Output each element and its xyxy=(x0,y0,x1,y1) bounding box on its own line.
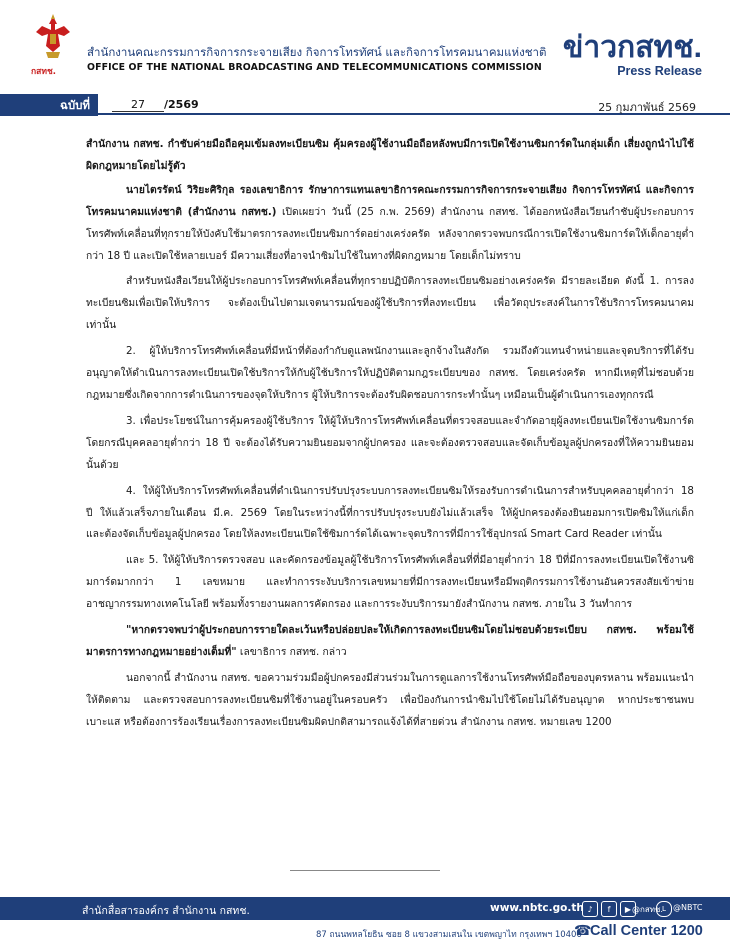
paragraph-1 xyxy=(86,180,694,268)
footer-address: 87 ถนนพหลโยธิน ซอย 8 แขวงสามเสนใน เขตพญาไท กรุงเทพฯ 10400 xyxy=(316,930,582,940)
footer-website-link[interactable]: www.nbtc.go.th xyxy=(490,902,584,914)
paragraph-8: นอกจากนี้ สำนักงาน กสทช. ขอความร่วมมือผู้ปกครองมีส่วนร่วมในการดูแลการใช้งานโทรศัพท์มือถือของบุตรหลาน พร้อมแนะนำให้ติดตาม และตรวจสอบการลงทะเบียนซิมที่ใช้งานอยู่ในครอบครัว เพื่อป้องกันการนำซิมไปใช้โดยไม่ได้รับอนุญาต หากประชาชนพบเบาะแส หรือต้องการร้องเรียนเรื่องการลงทะเบียนซิมผิดปกติสามารถแจ้งได้ที่สายด่วน สำนักงาน กสทช. หมายเลข 1200 xyxy=(86,671,694,728)
quote-text: "หากตรวจพบว่าผู้ประกอบการรายใดละเว้นหรือปล่อยปละให้เกิดการลงทะเบียนซิมโดยไม่ชอบด้วยระเบียบ กสทช. พร้อมใช้มาตรการทางกฎหมายอย่างเต็มที่" xyxy=(86,624,694,658)
release-date: 25 กุมภาพันธ์ 2569 xyxy=(598,101,696,114)
call-center: Call Center 1200 xyxy=(590,923,703,939)
page-footer xyxy=(0,897,730,951)
line-icon[interactable]: L xyxy=(656,901,672,917)
phone-icon: ☎ xyxy=(574,923,592,939)
press-release-label: Press Release xyxy=(617,64,702,78)
article-body xyxy=(86,134,694,738)
issue-label: ฉบับที่ xyxy=(60,98,91,112)
agency-name-english: OFFICE OF THE NATIONAL BROADCASTING AND TELECOMMUNICATIONS COMMISSION xyxy=(87,62,542,73)
headline: สำนักงาน กสทช. กำชับค่ายมือถือคุมเข้มลงทะเบียนซิม คุ้มครองผู้ใช้งานมือถือหลังพบมีการเปิดใช้งานซิมการ์ดในกลุ่มเด็ก เสี่ยงถูกนำไปใช้ผิดกฎหมายโดยไม่รู้ตัว xyxy=(86,138,694,172)
social-handle-english: @NBTC xyxy=(673,903,703,912)
paragraph-1-text: เปิดเผยว่า วันนี้ (25 ก.พ. 2569) สำนักงาน กสทช. ได้ออกหนังสือเวียนกำชับผู้ประกอบการโทรศัพท์เคลื่อนที่ทุกรายให้บังคับใช้มาตรการลงทะเบียนซิมการ์ดอย่างเคร่งครัด หลังจากตรวจพบกรณีการเปิดใช้งานซิมการ์ดให้เด็กอายุต่ำกว่า 18 ปี และเปิดใช้หลายเบอร์ มีความเสี่ยงที่อาจนำซิมไปใช้ในทางที่ผิดกฎหมาย โดยเด็กไม่ทราบ xyxy=(86,205,694,262)
social-icons xyxy=(582,901,636,917)
facebook-icon[interactable]: f xyxy=(601,901,617,917)
quote-paragraph xyxy=(86,620,694,664)
paragraph-4: 3. เพื่อประโยชน์ในการคุ้มครองผู้ใช้บริการ ให้ผู้ให้บริการโทรศัพท์เคลื่อนที่ตรวจสอบและจำกัดอายุผู้ลงทะเบียนเปิดใช้งานซิมการ์ด โดยกรณีบุคคลอายุต่ำกว่า 18 ปี จะต้องได้รับความยินยอมจากผู้ปกครอง และจะต้องตรวจสอบและจัดเก็บข้อมูลผู้ปกครองที่ให้ความยินยอมนั้นด้วย xyxy=(86,414,694,471)
paragraph-5: 4. ให้ผู้ให้บริการโทรศัพท์เคลื่อนที่ดำเนินการปรับปรุงระบบการลงทะเบียนซิมให้รองรับการดำเนินการสำหรับบุคคลอายุต่ำกว่า 18 ปี ให้แล้วเสร็จภายในเดือน มี.ค. 2569 โดยในระหว่างนี้ที่การปรับปรุงระบบยังไม่แล้วเสร็จ ให้ผู้ปกครองต้องยินยอมการเปิดซิมให้แก่เด็ก และต้องจัดเก็บข้อมูลผู้ปกครอง โดยให้ลงทะเบียนเปิดใช้ซิมการ์ดได้เฉพาะจุดบริการที่มีการใช้อุปกรณ์ Smart Card Reader เท่านั้น xyxy=(86,484,694,541)
emblem-label: กสทช. xyxy=(31,67,56,77)
youtube-icon[interactable]: ▶ xyxy=(620,901,636,917)
footer-bar xyxy=(0,897,730,920)
tiktok-icon[interactable]: ♪ xyxy=(582,901,598,917)
footer-office: สำนักสื่อสารองค์กร สำนักงาน กสทช. xyxy=(82,905,250,917)
issue-bar xyxy=(0,94,730,116)
paragraph-3: 2. ผู้ให้บริการโทรศัพท์เคลื่อนที่มีหน้าที่ต้องกำกับดูแลพนักงานและลูกจ้างในสังกัด รวมถึงตัวแทนจำหน่ายและจุดบริการที่ได้รับอนุญาตให้ดำเนินการลงทะเบียนเปิดใช้บริการให้กับผู้ใช้บริการให้ปฏิบัติตามกฎระเบียบของ กสทช. โดยเคร่งครัด หากมีเหตุที่ไม่ชอบด้วยกฎหมายซึ่งเกิดจากการดำเนินการของจุดให้บริการ ผู้ให้บริการจะต้องรับผิดชอบการกระทำนั้นๆ เหมือนเป็นผู้ดำเนินการเองทุกกรณี xyxy=(86,345,694,401)
issue-year: /2569 xyxy=(164,98,199,111)
social-handle-thai: @กสทช. xyxy=(632,905,663,914)
end-divider xyxy=(290,870,440,871)
paragraph-1-speaker: นายไตรรัตน์ วิริยะศิริกุล รองเลขาธิการ รักษาการแทนเลขาธิการคณะกรรมการกิจการกระจายเสียง กิจการโทรทัศน์ และกิจการโทรคมนาคมแห่งชาติ (สำนักงาน กสทช.) xyxy=(86,183,694,218)
issue-number xyxy=(112,98,199,112)
quote-attribution: เลขาธิการ กสทช. กล่าว xyxy=(236,645,347,658)
agency-name-thai: สำนักงานคณะกรรมการกิจการกระจายเสียง กิจการโทรทัศน์ และกิจการโทรคมนาคมแห่งชาติ xyxy=(87,45,547,59)
paragraph-2: สำหรับหนังสือเวียนให้ผู้ประกอบการโทรศัพท์เคลื่อนที่ทุกรายปฏิบัติการลงทะเบียนซิมอย่างเคร่งครัด มีรายละเอียด ดังนี้ 1. การลงทะเบียนซิมเพื่อเปิดให้บริการ จะต้องเป็นไปตามเจตนารมณ์ของผู้ใช้บริการที่ลงทะเบียน เพื่อวัตถุประสงค์ในการใช้บริการโทรคมนาคมเท่านั้น xyxy=(86,275,694,332)
issue-number-value: 27 xyxy=(112,98,164,112)
page-header xyxy=(0,0,730,92)
paragraph-6: และ 5. ให้ผู้ให้บริการตรวจสอบ และคัดกรองข้อมูลผู้ใช้บริการโทรศัพท์เคลื่อนที่ที่มีอายุต่ำกว่า 18 ปีที่มีการลงทะเบียนเปิดใช้งานซิมการ์ดมากกว่า 1 เลขหมาย และทำการระงับบริการเลขหมายที่มีการลงทะเบียนหรือมีพฤติกรรมการใช้งานอันควรสงสัยเข้าข่ายอาชญากรรมทางเทคโนโลยี พร้อมทั้งรายงานผลการคัดกรอง และการระงับบริการมายังสำนักงาน กสทช. ภายใน 3 วันทำการ xyxy=(86,554,694,611)
brand-title: ข่าวกสทช. xyxy=(562,31,702,64)
